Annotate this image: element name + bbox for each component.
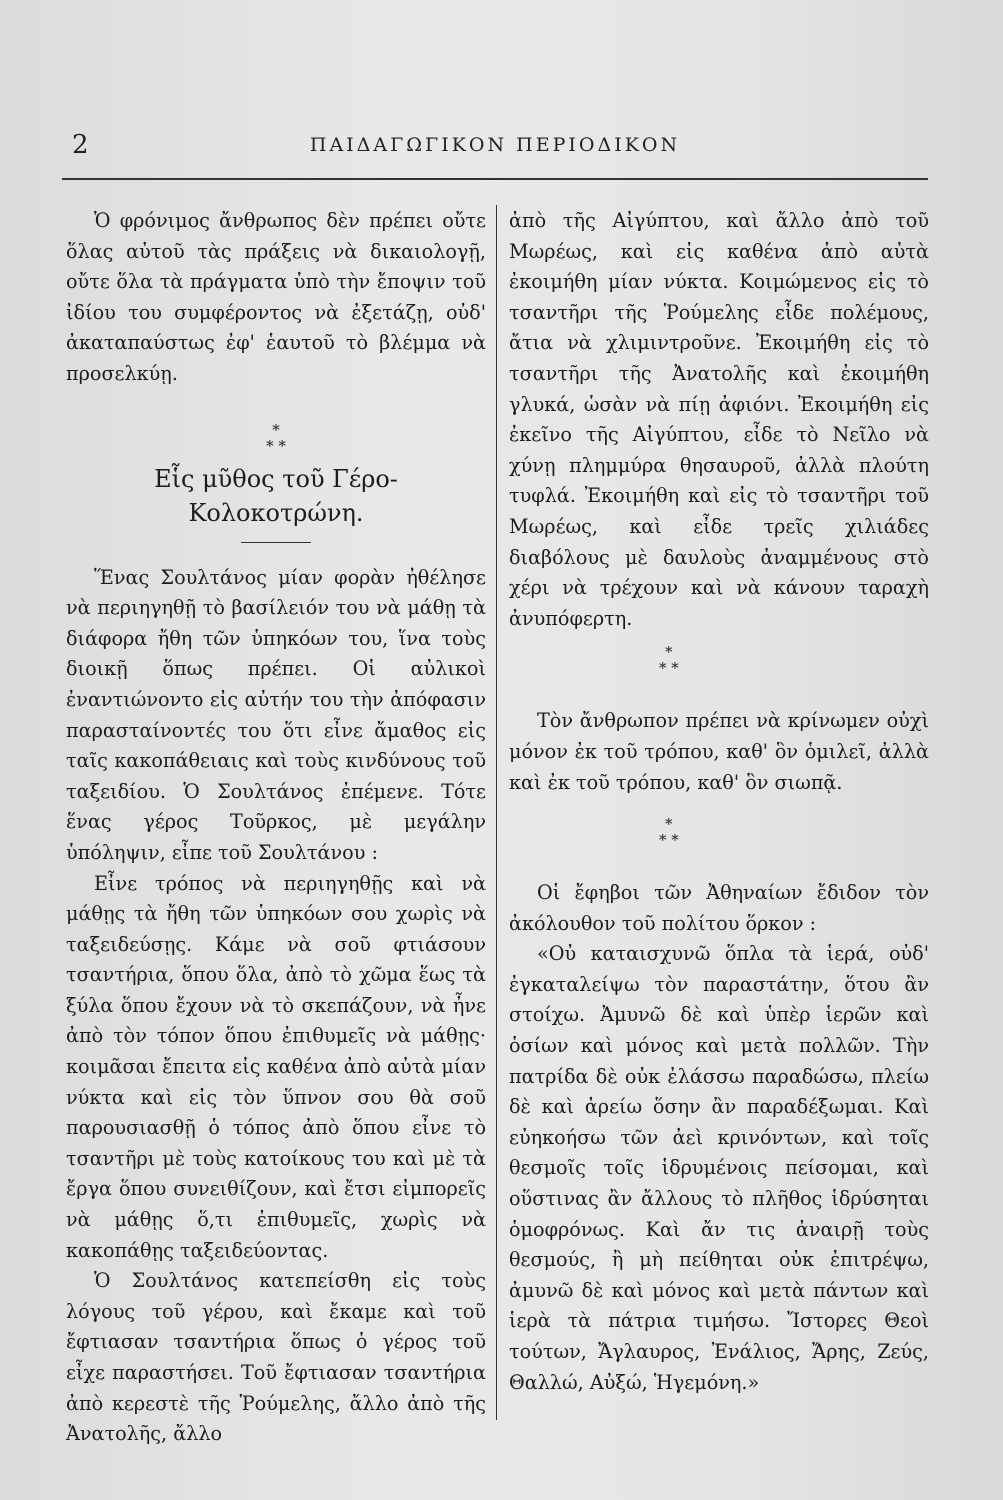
title-rule [241,542,311,543]
story-paragraph: Ἕνας Σουλτάνος μίαν φορὰν ἠθέλησε νὰ περιηγηθῇ τὸ βασίλειόν του νὰ μάθῃ τὰ διάφορα ἤθη τῶν ὑπηκόων του, ἵνα τοὺς διοικῇ ὅπως πρέπει. Οἱ αὐλικοὶ ἐναντιώνοντο εἰς αὐτήν του τὴν ἀπόφασιν παρασταίνοντές του ὅτι εἶνε ἄμαθος εἰς ταῖς κακοπάθειαις καὶ τοὺς κινδύνους τοῦ ταξειδίου. Ὁ Σουλτάνος ἐπέμενε. Τότε ἕνας γέρος Τοῦρκος, μὲ μεγάλην ὑπόληψιν, εἶπε τοῦ Σουλτάνου : [66,565,486,864]
asterism: * * * [659,643,679,678]
page-header [62,128,928,172]
running-title: ΠΑΙΔΑΓΩΓΙΚΟΝ ΠΕΡΙΟΔΙΚΟΝ [309,134,681,156]
story-paragraph: Εἶνε τρόπος νὰ περιηγηθῇς καὶ νὰ μάθῃς τὰ ἤθη τῶν ὑπηκόων σου χωρὶς νὰ ταξειδεύσῃς. Κάμε νὰ σοῦ φτιάσουν τσαντήρια, ὅπου ὅλα, ἀπὸ τὸ χῶμα ἕως τὰ ξύλα ὅπου ἔχουν νὰ τὸ σκεπάζουν, νὰ ἦνε ἀπὸ τὸν τόπον ὅπου ἐπιθυμεῖς νὰ μάθῃς· κοιμᾶσαι ἔπειτα εἰς καθένα ἀπὸ αὐτὰ μίαν νύκτα καὶ εἰς τὸν ὕπνον σου θὰ σοῦ παρουσιασθῇ ὁ τόπος ἀπὸ ὅπου εἶνε τὸ τσαντῆρι μὲ τοὺς κατοίκους του καὶ μὲ τὰ ἔργα ὅπου συνειθίζουν, καὶ ἔτσι εἰμπορεῖς νὰ μάθῃς ὅ,τι ἐπιθυμεῖς, χωρὶς νὰ κακοπάθῃς ταξειδεύοντας. [66,871,486,1262]
oath-intro: Οἱ ἔφηβοι τῶν Ἀθηναίων ἔδιδον τὸν ἀκόλουθον τοῦ πολίτου ὅρκον : [509,881,929,935]
page-number: 2 [72,130,89,160]
story-paragraph: Ὁ Σουλτάνος κατεπείσθη εἰς τοὺς λόγους τοῦ γέρου, καὶ ἔκαμε καὶ τοῦ ἔφτιασαν τσαντήρια ὅπως ὁ γέρος τοῦ εἶχε παραστήσει. Τοῦ ἔφτιασαν τσαντήρια ἀπὸ κερεστὲ τῆς Ῥούμελης, ἄλλο ἀπὸ τῆς Ἀνατολῆς, ἄλλο [66,1269,486,1446]
story-title: Εἷς μῦθος τοῦ Γέρο- Κολοκοτρώνη. [154,464,398,527]
right-column [509,206,929,1398]
story-paragraph-continued: ἀπὸ τῆς Αἰγύπτου, καὶ ἄλλο ἀπὸ τοῦ Μωρέως, καὶ εἰς καθένα ἀπὸ αὐτὰ ἐκοιμήθη μίαν νύκτα. Κοιμώμενος εἰς τὸ τσαντῆρι τῆς Ῥούμελης εἶδε πολέμους, ἄτια νὰ χλιμιντροῦνε. Ἐκοιμήθη εἰς τὸ τσαντῆρι τῆς Ἀνατολῆς καὶ ἐκοιμήθη γλυκά, ὡσὰν νὰ πίῃ ἀφιόνι. Ἐκοιμήθη εἰς ἐκεῖνο τῆς Αἰγύπτου, εἶδε τὸ Νεῖλο νὰ χύνῃ πλημμύρα θησαυροῦ, ἀλλὰ πλούτη τυφλά. Ἐκοιμήθη καὶ εἰς τὸ τσαντῆρι τοῦ Μωρέως, καὶ εἶδε τρεῖς χιλιάδες διαβόλους μὲ δαυλοὺς ἀναμμένους στὸ χέρι νὰ τρέχουν καὶ νὰ κάνουν ταραχὴ ἀνυπόφερτη. [509,209,929,630]
maxim-paragraph: Τὸν ἄνθρωπον πρέπει νὰ κρίνωμεν οὐχὶ μόνον ἐκ τοῦ τρόπου, καθ' ὃν ὁμιλεῖ, ἀλλὰ καὶ ἐκ τοῦ τρόπου, καθ' ὃν σιωπᾷ. [509,709,929,794]
left-column [66,206,486,1450]
header-rule [62,178,928,180]
asterism: * * * [266,420,286,455]
oath-text: «Οὐ καταισχυνῶ ὅπλα τὰ ἱερά, οὐδ' ἐγκαταλείψω τὸν παραστάτην, ὅτου ἂν στοίχω. Ἀμυνῶ δὲ καὶ ὑπὲρ ἱερῶν καὶ ὁσίων καὶ μόνος καὶ μετὰ πολλῶν. Τὴν πατρίδα δὲ οὐκ ἐλάσσω παραδώσω, πλείω δὲ καὶ ἀρείω ὅσην ἂν παραδέξωμαι. Καὶ εὐηκοήσω τῶν ἀεὶ κρινόντων, καὶ τοῖς θεσμοῖς τοῖς ἱδρυμένοις πείσομαι, καὶ οὕστινας ἂν ἄλλους τὸ πλῆθος ἱδρύσηται ὁμοφρόνως. Καὶ ἄν τις ἀναιρῇ τοὺς θεσμούς, ἢ μὴ πείθηται οὐκ ἐπιτρέψω, ἀμυνῶ δὲ καὶ μόνος καὶ μετὰ πάντων καὶ ἱερὰ τὰ πάτρια τιμήσω. Ἴστορες Θεοὶ τούτων, Ἄγλαυρος, Ἐνάλιος, Ἄρης, Ζεύς, Θαλλώ, Αὐξώ, Ἡγεμόνη.» [509,942,929,1394]
column-divider [496,205,497,1420]
asterism: * * * [659,815,679,850]
maxim-paragraph: Ὁ φρόνιμος ἄνθρωπος δὲν πρέπει οὔτε ὅλας αὐτοῦ τὰς πράξεις νὰ δικαιολογῇ, οὔτε ὅλα τὰ πράγματα ὑπὸ τὴν ἔποψιν τοῦ ἰδίου του συμφέροντος νὰ ἐξετάζῃ, οὐδ' ἀκαταπαύστως ἐφ' ἑαυτοῦ τὸ βλέμμα νὰ προσελκύῃ. [66,209,486,385]
